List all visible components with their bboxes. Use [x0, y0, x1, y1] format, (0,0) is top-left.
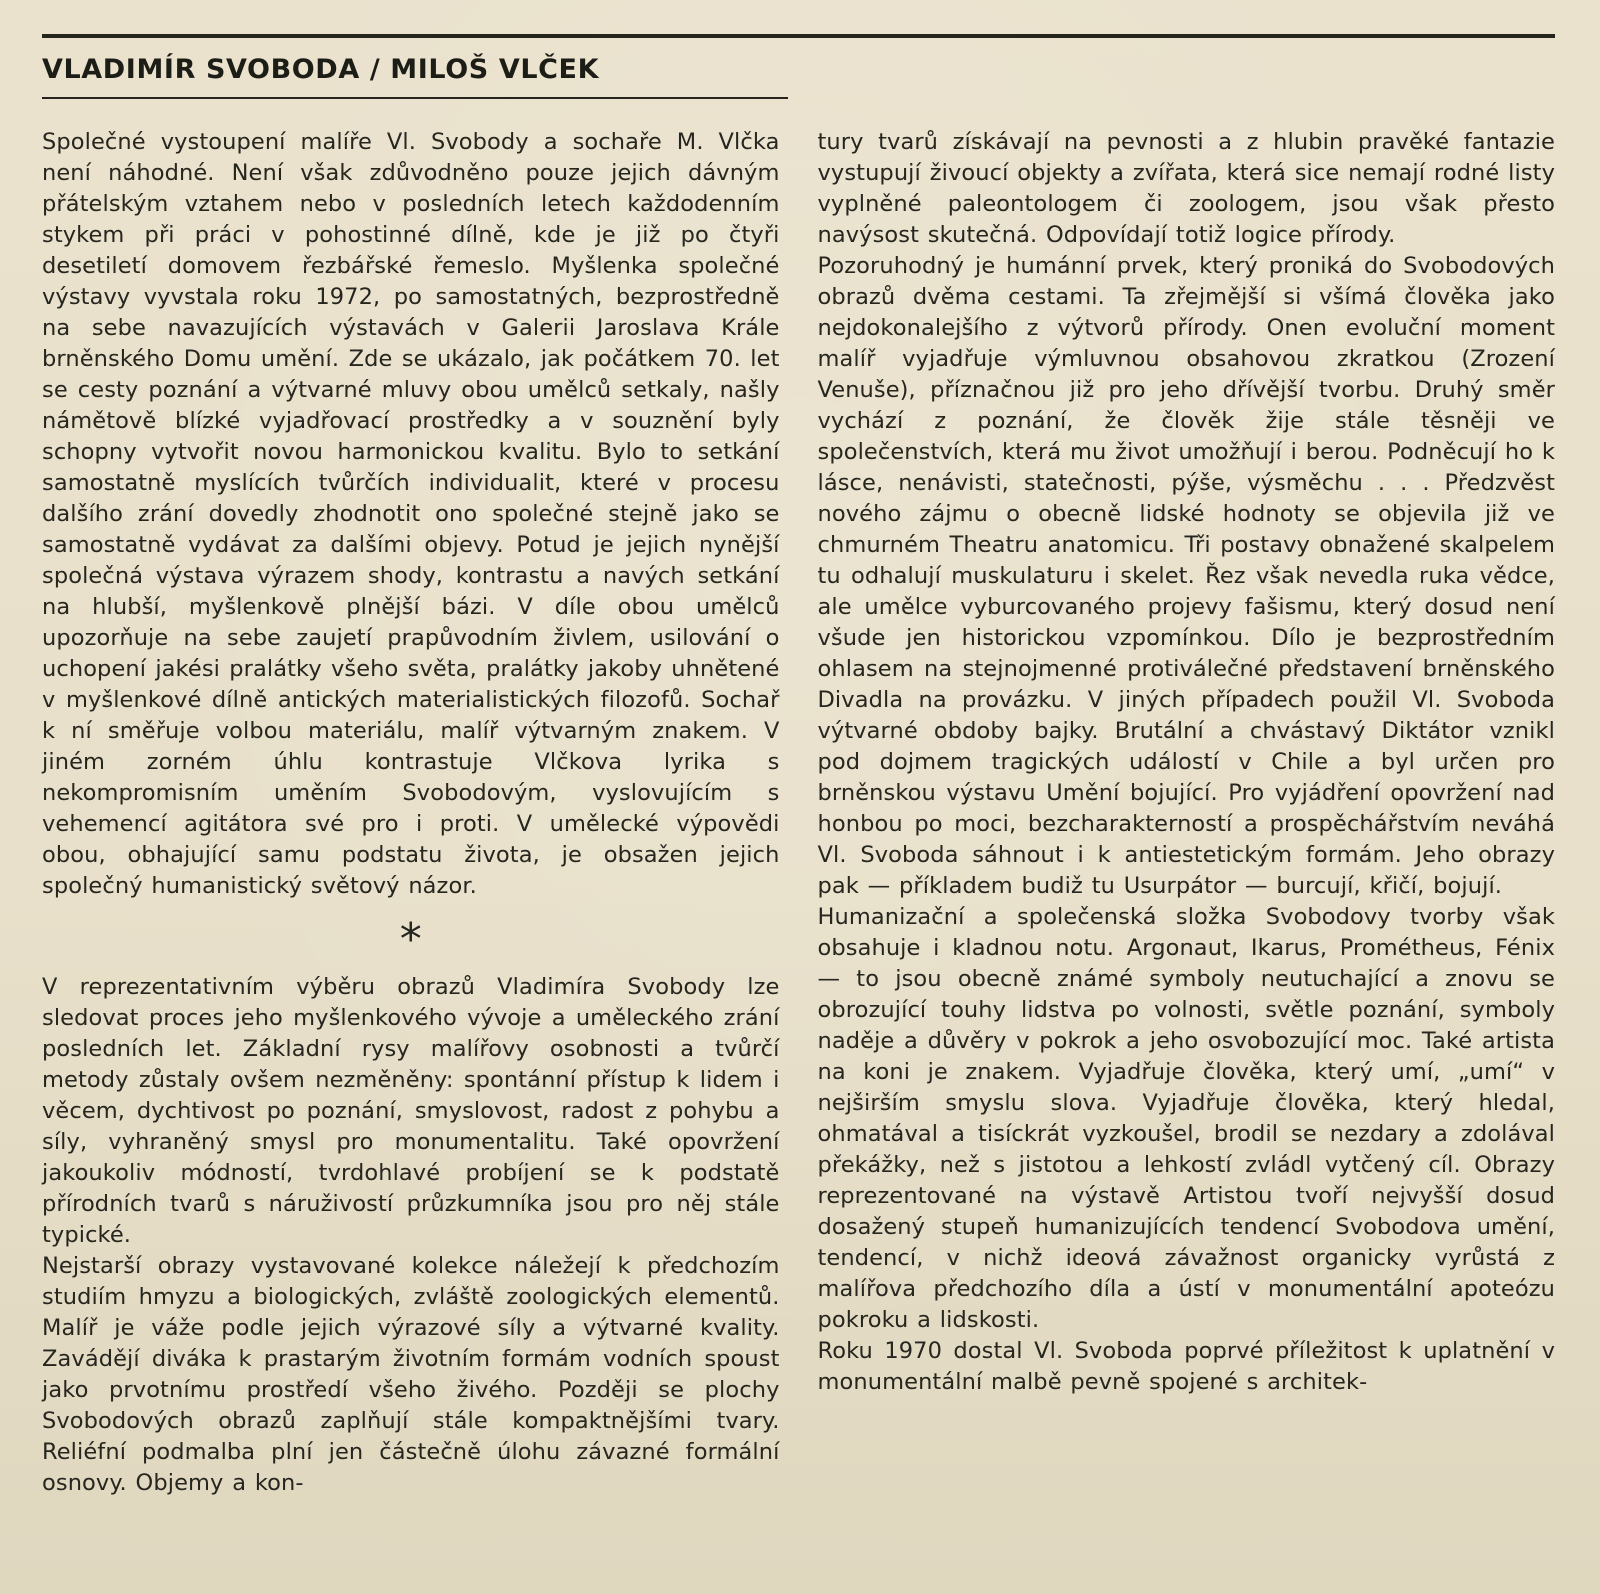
section-separator-asterisk: *	[399, 914, 422, 965]
right-column	[818, 127, 1556, 1499]
left-column	[42, 127, 780, 1499]
paragraph-left-1: Společné vystoupení malíře Vl. Svobody a sochaře M. Vlčka není náhodné. Není však zdůvodněno pouze jejich dávným přátelským vztahem nebo v posledních letech každodenním stykem při práci v pohostinné dílně, kde je již po čtyři desetiletí domovem řezbářské řemeslo. Myšlenka společné výstavy vyvstala roku 1972, po samostatných, bezprostředně na sebe navazujících výstavách v Galerii Jaroslava Krále brněnského Domu umění. Zde se ukázalo, jak počátkem 70. let se cesty poznání a výtvarné mluvy obou umělců setkaly, našly námětově blízké vyjadřovací prostředky a v souznění byly schopny vytvořit novou harmonickou kvalitu. Bylo to setkání samostatně myslících tvůrčích individualit, které v procesu dalšího zrání dovedly zhodnotit ono společné stejně jako se samostatně vydávat za dalšími objevy. Potud je jejich nynější společná výstava výrazem shody, kontrastu a navých setkání na hlubší, myšlenkově plnější bázi. V díle obou umělců upozorňuje na sebe zaujetí prapůvodním živlem, usilování o uchopení jakési pralátky všeho světa, pralátky jakoby uhnětené v myšlenkové dílně antických materialistických filozofů. Sochař k ní směřuje volbou materiálu, malíř výtvarným znakem. V jiném zorném úhlu kontrastuje Vlčkova lyrika s nekompromisním uměním Svobodovým, vyslovujícím s vehemencí agitátora své pro i proti. V umělecké výpovědi obou, obhajující samu podstatu života, je obsažen jejich společný humanistický světový názor.	[42, 129, 780, 899]
title-underline-rule	[42, 97, 788, 99]
paragraph-right-2: Pozoruhodný je humánní prvek, který proniká do Svobodových obrazů dvěma cestami. Ta zřejmější si všímá člověka jako nejdokonalejšího z výtvorů přírody. Onen evoluční moment malíř vyjadřuje výmluvnou obsahovou zkratkou (Zrození Venuše), příznačnou již pro jeho dřívější tvorbu. Druhý směr vychází z poznání, že člověk žije stále těsněji ve společenstvích, která mu život umožňují i berou. Podněcují ho k lásce, nenávisti, statečnosti, pýše, výsměchu . . . Předzvěst nového zájmu o obecně lidské hodnoty se objevila již ve chmurném Theatru anatomicu. Tři postavy obnažené skalpelem tu odhalují muskulaturu i skelet. Řez však nevedla ruka vědce, ale umělce vyburcovaného projevy fašismu, který dosud není všude jen historickou vzpomínkou. Dílo je bezprostředním ohlasem na stejnojmenné protiválečné představení brněnského Divadla na provázku. V jiných případech použil Vl. Svoboda výtvarné obdoby bajky. Brutální a chvástavý Diktátor vznikl pod dojmem tragických událostí v Chile a byl určen pro brněnskou výstavu Umění bojující. Pro vyjádření opovržení nad honbou po moci, bezcharakterností a prospěchářstvím neváhá Vl. Svoboda sáhnout i k antiestetickým formám. Jeho obrazy pak — příkladem budiž tu Usurpátor — burcují, křičí, bojují.	[817, 253, 1555, 899]
page-title: VLADIMÍR SVOBODA / MILOŠ VLČEK	[42, 54, 600, 85]
paragraph-left-2: V reprezentativním výběru obrazů Vladimíra Svobody lze sledovat proces jeho myšlenkového vývoje a uměleckého zrání posledních let. Základní rysy malířovy osobnosti a tvůrčí metody zůstaly ovšem nezměněny: spontánní přístup k lidem i věcem, dychtivost po poznání, smyslovost, radost z pohybu a síly, vyhraněný smysl pro monumentalitu. Také opovržení jakoukoliv módností, tvrdohlavé probíjení se k podstatě přírodních tvarů s náruživostí průzkumníka jsou pro něj stále typické.	[42, 974, 780, 1248]
paragraph-right-4: Roku 1970 dostal Vl. Svoboda poprvé příležitost k uplatnění v monumentální malbě pevně spojené s architek-	[817, 1338, 1555, 1395]
top-rule	[42, 34, 1555, 38]
paragraph-right-1: tury tvarů získávají na pevnosti a z hlubin pravěké fantazie vystupují živoucí objekty a zvířata, která sice nemají rodné listy vyplněné paleontologem či zoologem, jsou však přesto navýsost skutečná. Odpovídají totiž logice přírody.	[817, 129, 1555, 248]
paragraph-left-3: Nejstarší obrazy vystavované kolekce náležejí k předchozím studiím hmyzu a biologických, zvláště zoologických elementů. Malíř je váže podle jejich výrazové síly a výtvarné kvality. Zavádějí diváka k prastarým životním formám vodních spoust jako prvotnímu prostředí všeho živého. Později se plochy Svobodových obrazů zaplňují stále kompaktnějšími tvary. Reliéfní podmalba plní jen částečně úlohu závazné formální osnovy. Objemy a kon-	[42, 1253, 780, 1496]
paragraph-right-3: Humanizační a společenská složka Svobodovy tvorby však obsahuje i kladnou notu. Argonaut, Ikarus, Prométheus, Fénix — to jsou obecně známé symboly neutuchající a znovu se obrozující touhy lidstva po volnosti, světle poznání, symboly naděje a důvěry v pokrok a jeho osvobozující moc. Také artista na koni je znakem. Vyjadřuje člověka, který umí, „umí“ v nejširším smyslu slova. Vyjadřuje člověka, který hledal, ohmatával a tisíckrát vyzkoušel, brodil se nezdary a zdolával překážky, než s jistotou a lehkostí zvládl vytčený cíl. Obrazy reprezentované na výstavě Artistou tvoří nejvyšší dosud dosažený stupeň humanizujících tendencí Svobodova umění, tendencí, v nichž ideová závažnost organicky vyrůstá z malířova předchozího díla a ústí v monumentální apoteózu pokroku a lidskosti.	[817, 904, 1555, 1333]
text-columns	[42, 127, 1555, 1499]
